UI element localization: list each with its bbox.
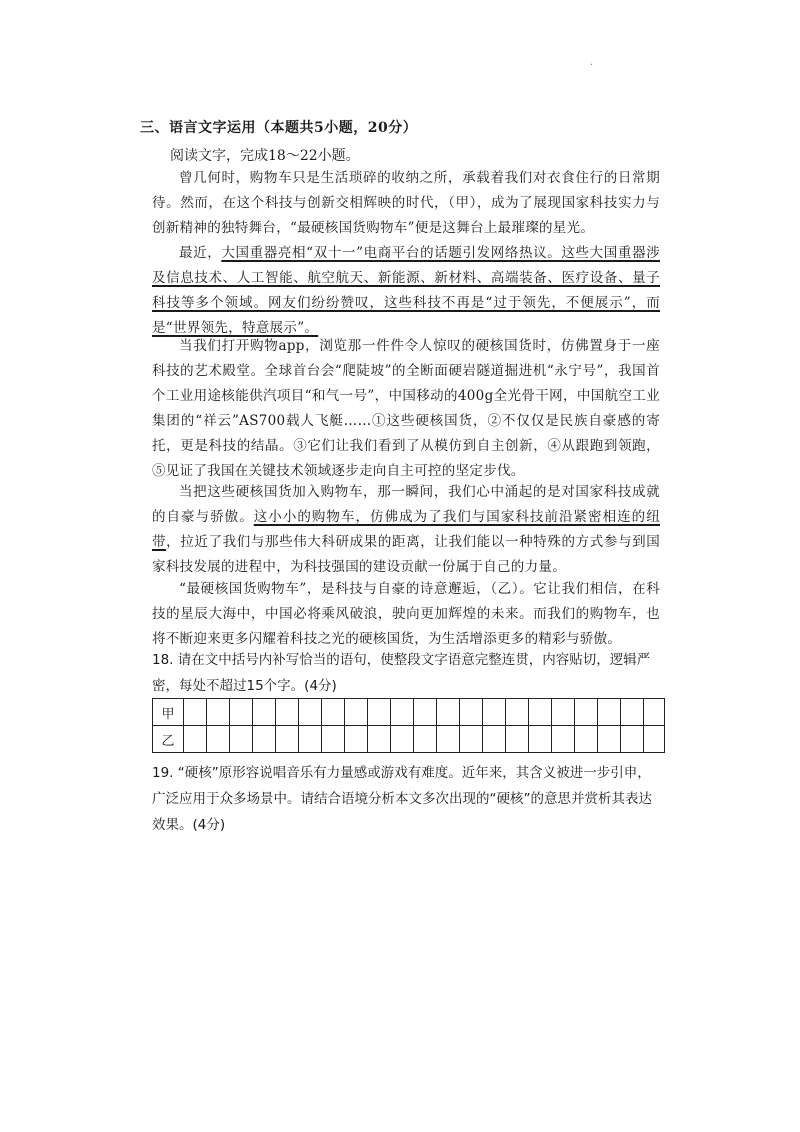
answer-cell[interactable] bbox=[483, 699, 506, 726]
answer-cell[interactable] bbox=[529, 699, 552, 726]
answer-cell[interactable] bbox=[184, 726, 207, 753]
answer-cell[interactable] bbox=[460, 726, 483, 753]
passage-paragraph-3: 当我们打开购物app，浏览那一件件令人惊叹的硬核国货时，仿佛置身于一座科技的艺术殿堂。全球首台会“爬陡坡”的全断面硬岩隧道掘进机“永宁号”，我国首个工业用途核能供汽项目“和气一号”，中国移动的400g全光骨干网，中国航空工业集团的“祥云”AS700载人飞艇……①这些硬核国货，②不仅仅是民族自豪感的寄托，更是科技的结晶。③它们让我们看到了从模仿到自主创新，④从跟跑到领跑，⑤见证了我国在关键技术领域逐步走向自主可控的坚定步伐。 bbox=[152, 338, 660, 479]
answer-cell[interactable] bbox=[483, 726, 506, 753]
paragraph-2-lead: 最近， bbox=[179, 245, 222, 261]
paragraph-4-underlined: 这小小的购物车，仿佛成为了我们与国家科技前沿紧密相连的纽带 bbox=[152, 509, 660, 550]
reading-instruction: 阅读文字，完成18～22小题。 bbox=[170, 148, 360, 164]
answer-cell[interactable] bbox=[345, 726, 368, 753]
answer-cell[interactable] bbox=[598, 699, 621, 726]
answer-cell[interactable] bbox=[552, 699, 575, 726]
answer-cell[interactable] bbox=[621, 699, 644, 726]
answer-cell[interactable] bbox=[529, 726, 552, 753]
section-title: 三、语言文字运用（本题共5小题，20分） bbox=[140, 120, 418, 136]
answer-cell[interactable] bbox=[644, 699, 665, 726]
paragraph-4-lead: 当把这些硬核国货加入购物车，那一瞬间，我们心中涌起的是对国家科技成就的自豪与骄傲。 bbox=[152, 484, 660, 525]
paragraph-4-tail: ，拉近了我们与那些伟大科研成果的距离，让我们能以一种特殊的方式参与到国家科技发展的进程中，为科技强国的建设贡献一份属于自己的力量。 bbox=[152, 534, 660, 575]
answer-cell[interactable] bbox=[322, 726, 345, 753]
answer-cell[interactable] bbox=[299, 726, 322, 753]
answer-cell[interactable] bbox=[575, 726, 598, 753]
answer-cell[interactable] bbox=[299, 699, 322, 726]
answer-cell[interactable] bbox=[552, 726, 575, 753]
answer-cell[interactable] bbox=[621, 726, 644, 753]
answer-cell[interactable] bbox=[437, 699, 460, 726]
answer-cell[interactable] bbox=[506, 699, 529, 726]
passage-paragraph-1: 曾几何时，购物车只是生活琐碎的收纳之所，承载着我们对衣食住行的日常期待。然而，在这个科技与创新交相辉映的时代，（甲），成为了展现国家科技实力与创新精神的独特舞台，“最硬核国货购物车”便是这舞台上最璀璨的星光。 bbox=[152, 170, 660, 236]
answer-cell[interactable] bbox=[253, 699, 276, 726]
row-label-jia: 甲 bbox=[153, 699, 184, 726]
corner-mark: · bbox=[590, 60, 594, 71]
answer-cell[interactable] bbox=[253, 726, 276, 753]
passage-paragraph-2 bbox=[152, 241, 660, 341]
answer-cell[interactable] bbox=[644, 726, 665, 753]
answer-cell[interactable] bbox=[207, 726, 230, 753]
passage-paragraph-4 bbox=[152, 480, 660, 580]
answer-grid bbox=[152, 698, 665, 753]
answer-cell[interactable] bbox=[575, 699, 598, 726]
answer-cell[interactable] bbox=[414, 699, 437, 726]
answer-row-jia bbox=[153, 699, 665, 726]
answer-cell[interactable] bbox=[437, 726, 460, 753]
answer-cell[interactable] bbox=[207, 699, 230, 726]
answer-cell[interactable] bbox=[230, 726, 253, 753]
answer-cell[interactable] bbox=[391, 699, 414, 726]
answer-cell[interactable] bbox=[230, 699, 253, 726]
row-label-yi: 乙 bbox=[153, 726, 184, 753]
passage-paragraph-5: “最硬核国货购物车”，是科技与自豪的诗意邂逅，（乙）。它让我们相信，在科技的星辰大海中，中国必将乘风破浪，驶向更加辉煌的未来。而我们的购物车，也将不断迎来更多闪耀着科技之光的硬核国货，为生活增添更多的精彩与骄傲。 bbox=[152, 581, 660, 647]
answer-row-yi bbox=[153, 726, 665, 753]
answer-cell[interactable] bbox=[506, 726, 529, 753]
answer-cell[interactable] bbox=[276, 726, 299, 753]
answer-cell[interactable] bbox=[414, 726, 437, 753]
answer-cell[interactable] bbox=[276, 699, 299, 726]
paragraph-2-underlined: 大国重器亮相“双十一”电商平台的话题引发网络热议。这些大国重器涉及信息技术、人工智能、航空航天、新能源、新材料、高端装备、医疗设备、量子科技等多个领域。网友们纷纷赞叹，这些科技不再是“过于领先，不便展示”，而是“世界领先，特意展示”。 bbox=[152, 245, 660, 336]
answer-cell[interactable] bbox=[322, 699, 345, 726]
question-19: 19. “硬核”原形容说唱音乐有力量感或游戏有难度。近年来，其含义被进一步引申，广泛应用于众多场景中。请结合语境分析本文多次出现的“硬核”的意思并赏析其表达效果。(4分) bbox=[152, 765, 652, 833]
answer-cell[interactable] bbox=[598, 726, 621, 753]
answer-cell[interactable] bbox=[368, 699, 391, 726]
answer-cell[interactable] bbox=[184, 699, 207, 726]
question-18: 18. 请在文中括号内补写恰当的语句，使整段文字语意完整连贯，内容贴切，逻辑严密，每处不超过15个字。(4分) bbox=[152, 652, 651, 694]
answer-cell[interactable] bbox=[391, 726, 414, 753]
answer-cell[interactable] bbox=[460, 699, 483, 726]
answer-cell[interactable] bbox=[368, 726, 391, 753]
answer-cell[interactable] bbox=[345, 699, 368, 726]
